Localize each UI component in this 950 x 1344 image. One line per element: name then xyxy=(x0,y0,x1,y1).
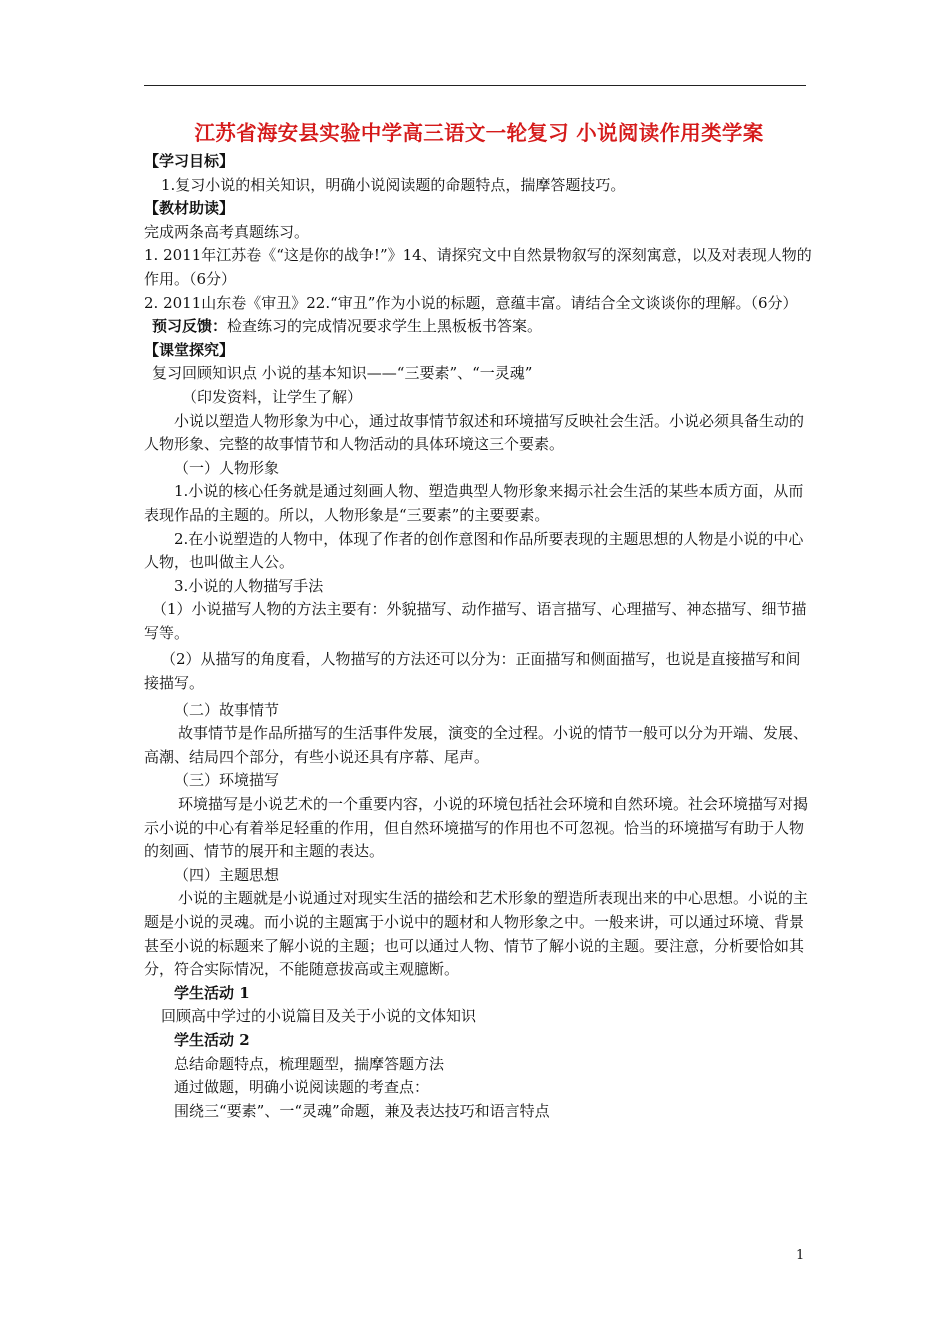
intro-paragraph: 小说以塑造人物形象为中心，通过故事情节叙述和环境描写反映社会生活。小说必须具备生动的人物形象、完整的故事情节和人物活动的具体环境这三个要素。 xyxy=(144,411,805,454)
feedback-label: 预习反馈： xyxy=(152,317,228,336)
heading-learning-goal: 【学习目标】 xyxy=(144,152,235,170)
header-rule xyxy=(144,85,806,86)
activity-2-line-2: 通过做题，明确小说阅读题的考查点： xyxy=(174,1078,430,1097)
print-note: （印发资料，让学生了解） xyxy=(182,387,363,406)
material-question-2: 2. 2011山东卷《审丑》22.“审丑”作为小说的标题，意蕴丰富。请结合全文谈谈你的理解。（6分） xyxy=(144,293,798,312)
activity-2-line-1: 总结命题特点，梳理题型，揣摩答题方法 xyxy=(174,1054,445,1073)
character-point-2: 2.在小说塑造的人物中，体现了作者的创作意图和作品所要表现的主题思想的人物是小说的中心人物，也叫做主人公。 xyxy=(144,529,804,572)
heading-theme: （四）主题思想 xyxy=(174,865,280,884)
goal-item-1: 1.复习小说的相关知识，明确小说阅读题的命题特点，揣摩答题技巧。 xyxy=(161,175,626,194)
heading-environment: （三）环境描写 xyxy=(174,771,280,790)
character-point-3: 3.小说的人物描写手法 xyxy=(174,576,324,595)
heading-activity-1: 学生活动 1 xyxy=(174,983,250,1002)
preview-feedback xyxy=(144,315,814,339)
document-body xyxy=(144,118,814,1123)
activity-2-line-3: 围绕三“要素”、一“灵魂”命题，兼及表达技巧和语言特点 xyxy=(174,1101,550,1120)
activity-1-text: 回顾高中学过的小说篇目及关于小说的文体知识 xyxy=(161,1007,477,1026)
page-number: 1 xyxy=(796,1248,805,1263)
character-point-1: 1.小说的核心任务就是通过刻画人物、塑造典型人物形象来揭示社会生活的某些本质方面，从而表现作品的主题的。所以，人物形象是“三要素”的主要要素。 xyxy=(144,482,804,524)
document-title: 江苏省海安县实验中学高三语文一轮复习 小说阅读作用类学案 xyxy=(194,121,764,145)
heading-activity-2: 学生活动 2 xyxy=(174,1030,250,1049)
character-point-3-1: （1）小说描写人物的方法主要有：外貌描写、动作描写、语言描写、心理描写、神态描写、细节描写等。 xyxy=(144,600,807,642)
environment-paragraph: 环境描写是小说艺术的一个重要内容，小说的环境包括社会环境和自然环境。社会环境描写对揭示小说的中心有着举足轻重的作用，但自然环境描写的作用也不可忽视。恰当的环境描写有助于人物的刻画、情节的展开和主题的表达。 xyxy=(144,795,809,861)
material-question-1: 1. 2011年江苏卷《“这是你的战争!”》14、请探究文中自然景物叙写的深刻寓意，以及对表现人物的作用。（6分） xyxy=(144,246,812,288)
material-intro: 完成两条高考真题练习。 xyxy=(144,222,310,241)
heading-class-explore: 【课堂探究】 xyxy=(144,340,235,359)
character-point-3-2: （2）从描写的角度看，人物描写的方法还可以分为：正面描写和侧面描写，也说是直接描写和间接描写。 xyxy=(144,650,801,693)
plot-paragraph: 故事情节是作品所描写的生活事件发展，演变的全过程。小说的情节一般可以分为开端、发展、高潮、结局四个部分，有些小说还具有序幕、尾声。 xyxy=(144,724,809,766)
heading-material: 【教材助读】 xyxy=(144,199,235,218)
heading-plot: （二）故事情节 xyxy=(174,700,280,719)
feedback-text: 检查练习的完成情况要求学生上黑板板书答案。 xyxy=(227,317,543,336)
theme-paragraph: 小说的主题就是小说通过对现实生活的描绘和艺术形象的塑造所表现出来的中心思想。小说的主题是小说的灵魂。而小说的主题寓于小说中的题材和人物形象之中。一般来讲，可以通过环境、背景甚至小说的标题来了解小说的主题；也可以通过人物、情节了解小说的主题。要注意，分析要恰如其分，符合实际情况，不能随意拔高或主观臆断。 xyxy=(144,889,809,979)
heading-character: （一）人物形象 xyxy=(174,458,280,477)
review-line: 复习回顾知识点 小说的基本知识——“三要素”、“一灵魂” xyxy=(152,364,533,383)
